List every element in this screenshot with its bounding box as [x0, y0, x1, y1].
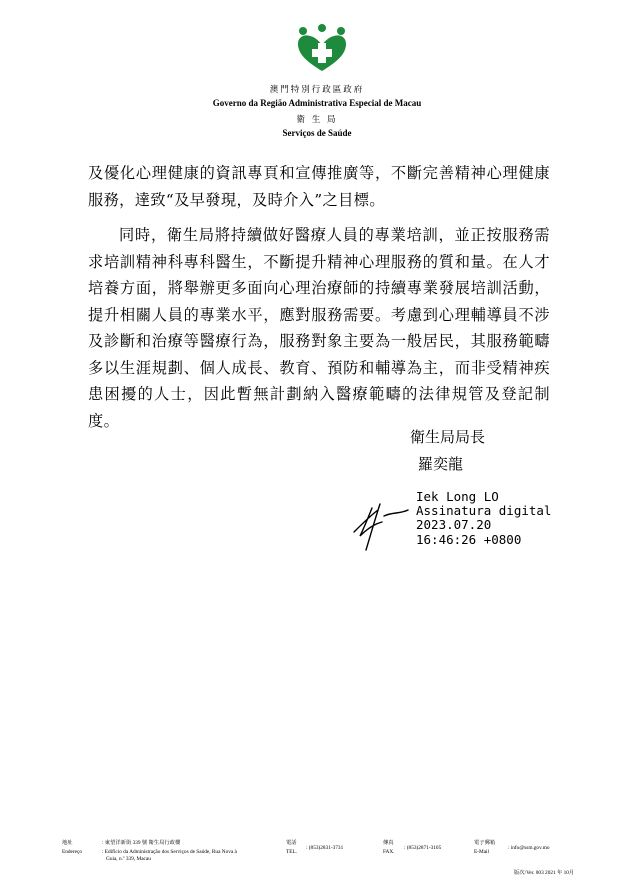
- health-bureau-logo-icon: [295, 24, 349, 72]
- government-name-chinese: 澳門特別行政區政府: [269, 85, 365, 95]
- signatory-title: 衛生局局長: [410, 428, 486, 446]
- department-name-chinese: 衛 生 局: [296, 115, 338, 125]
- document-version: 版次/Ver. 003 2021 年 10月: [514, 870, 575, 876]
- fax-value: : (853)2871-3105: [404, 845, 442, 851]
- digital-signer-name: Iek Long LO: [416, 489, 499, 504]
- tel-label-cn: 電話: [286, 840, 297, 846]
- address-label-pt: Endereço: [62, 849, 82, 855]
- fax-label-pt: FAX.: [383, 849, 395, 855]
- digital-signature-stamp: [416, 490, 551, 547]
- digital-signature-date: 2023.07.20: [416, 517, 492, 533]
- email-label-cn: 電子郵箱: [474, 840, 496, 846]
- body-paragraph-1: 及優化心理健康的資訊專頁和宣傳推廣等，不斷完善精神心理健康服務，達致“及早發現，及時介入”之目標。: [88, 164, 550, 209]
- digital-signature-label: Assinatura digital: [416, 503, 552, 519]
- digital-signature-time: 16:46:26 +0800: [416, 531, 522, 547]
- address-pt-line2: Guia, n.º 339, Macau: [106, 856, 151, 862]
- tel-label-pt: TEL.: [286, 849, 298, 855]
- email-value: : info@ssm.gov.mo: [508, 845, 550, 851]
- handwritten-signature-icon: [348, 494, 418, 554]
- government-name-portuguese: Governo da Região Administrativa Especial de Macau: [212, 98, 422, 108]
- address-pt-line1: : Edifício da Administração dos Serviços de Saúde, Rua Nova à: [102, 849, 237, 855]
- department-name-portuguese: Serviços de Saúde: [282, 128, 352, 138]
- fax-label-cn: 傳真: [383, 840, 394, 846]
- email-label-pt: E-Mail: [474, 849, 490, 855]
- body-paragraph-2: 同時，衛生局將持續做好醫療人員的專業培訓，並正按服務需求培訓精神科專科醫生，不斷提升精神心理服務的質和量。在人才培養方面，將舉辦更多面向心理治療師的持續專業發展培訓活動，提升相關人員的專業水平，應對服務需要。考慮到心理輔導員不涉及診斷和治療等醫療行為，服務對象主要為一般居民，其服務範疇多以生涯規劃、個人成長、教育、預防和輔導為主，而非受精神疾患困擾的人士，因此暫無計劃納入醫療範疇的法律規管及登記制度。: [88, 226, 550, 430]
- tel-value: : (853)2831-3731: [306, 845, 344, 851]
- address-label-cn: 地址: [62, 840, 73, 846]
- address-cn: : 東望洋新街 339 號 衛生局行政樓: [102, 840, 181, 846]
- signatory-name: 羅奕龍: [418, 455, 464, 473]
